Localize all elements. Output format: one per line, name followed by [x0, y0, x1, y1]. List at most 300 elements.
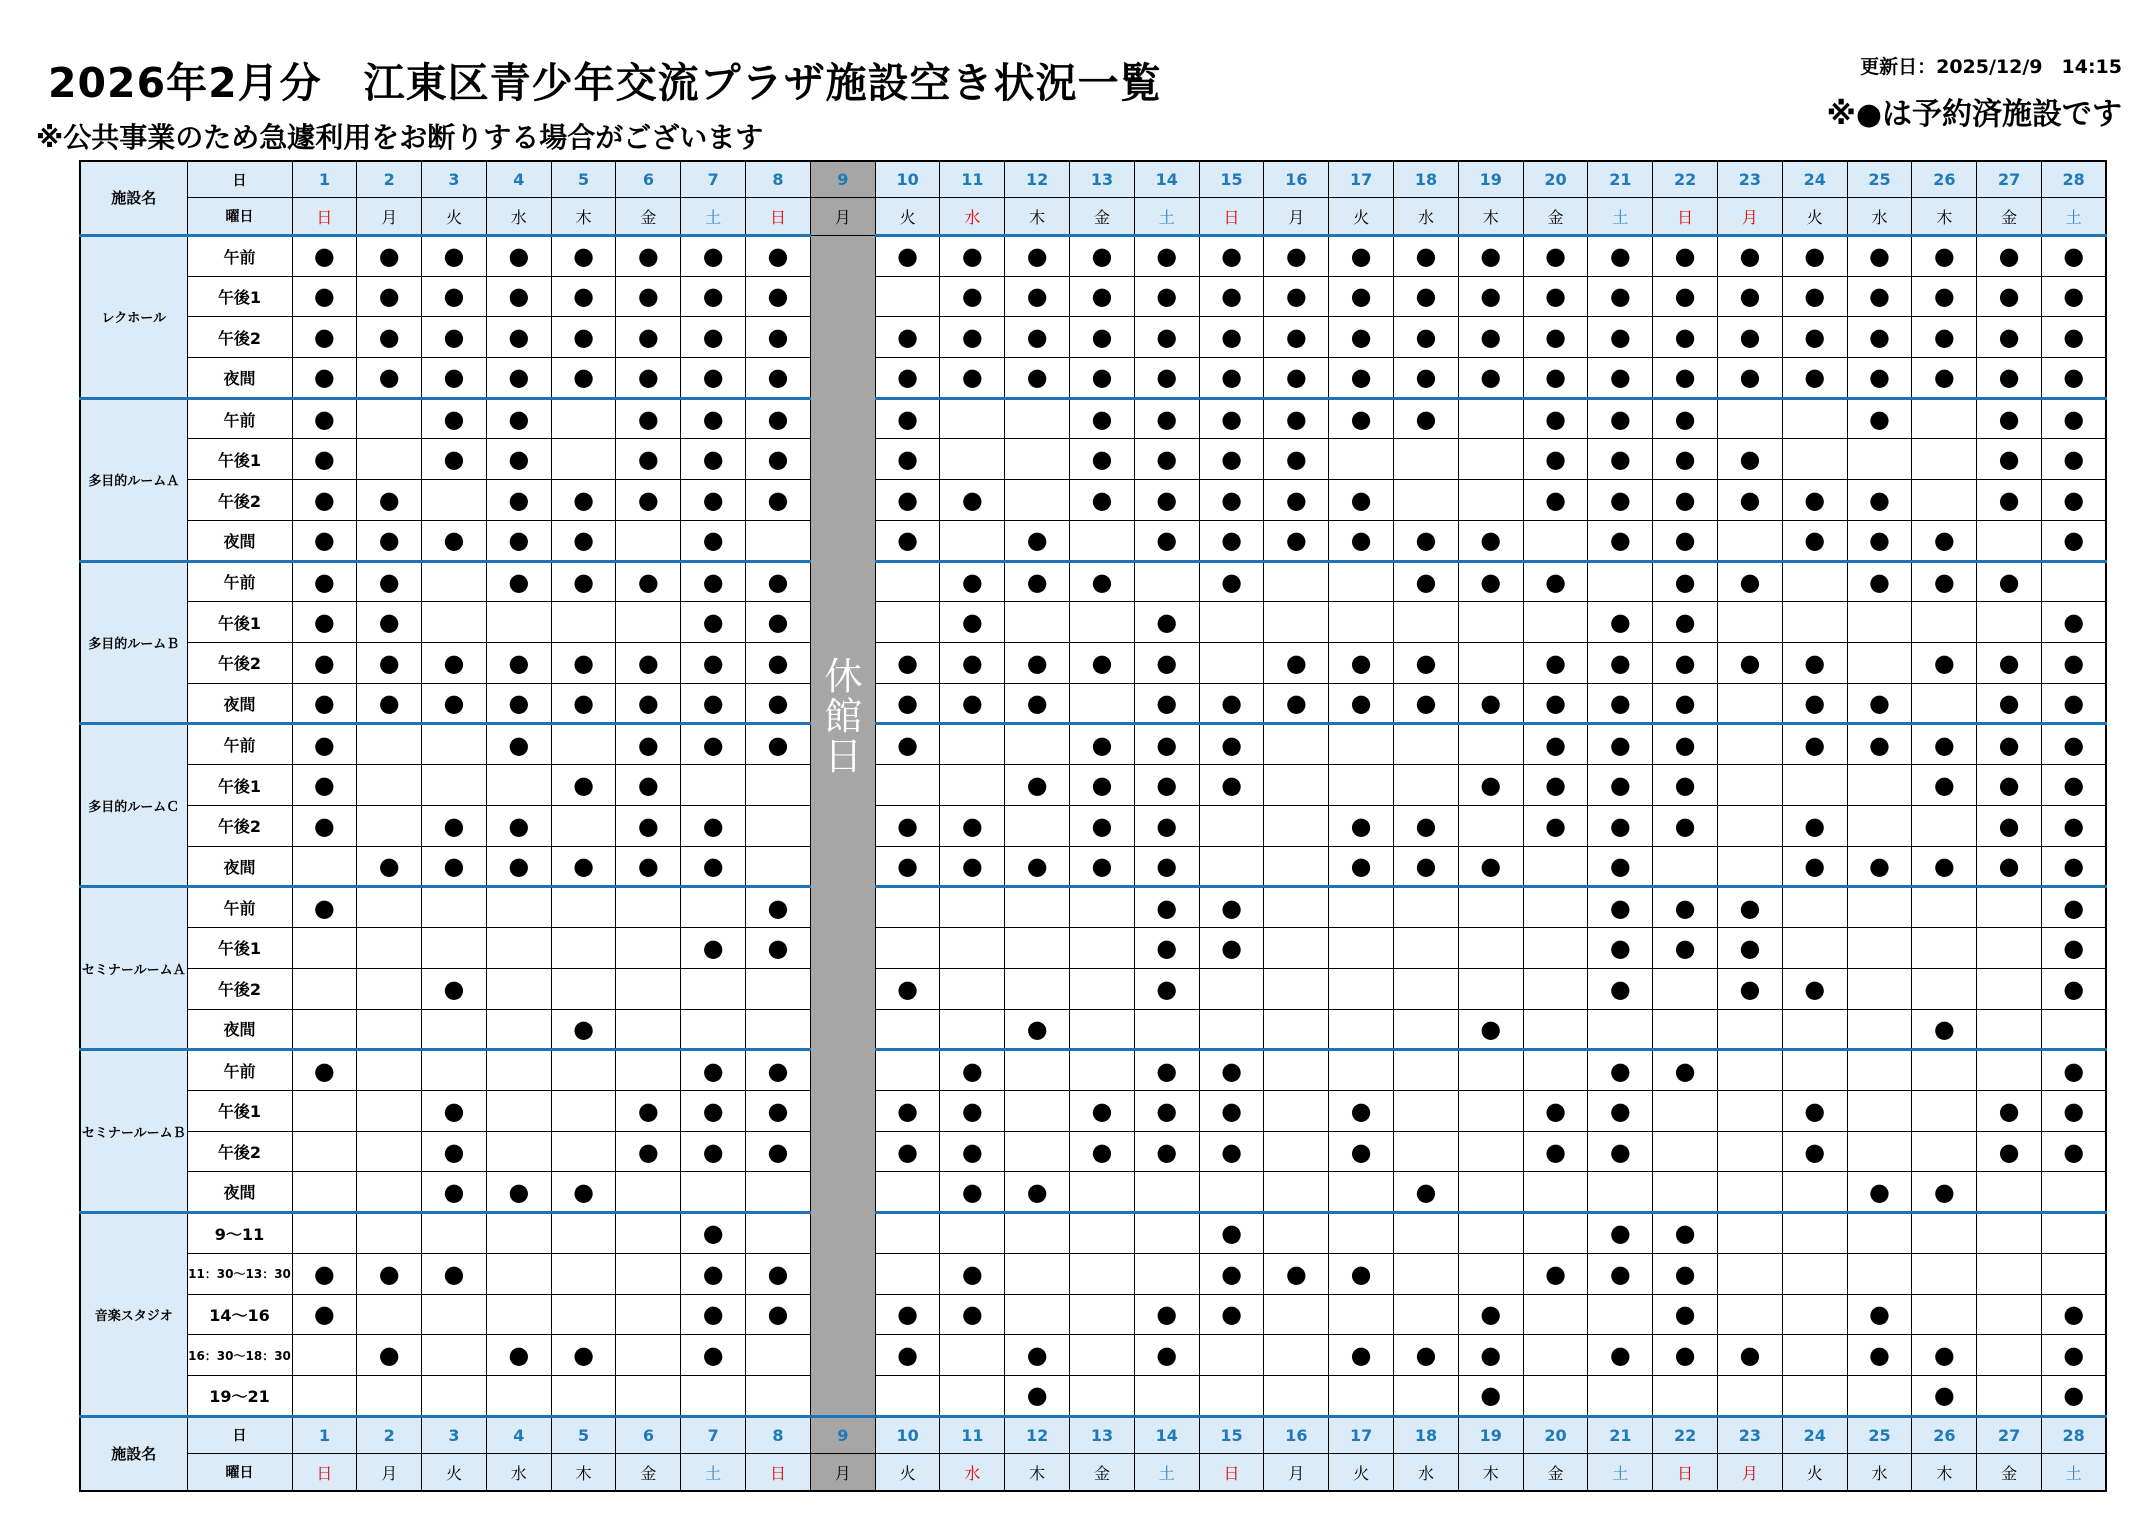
availability-cell	[1458, 928, 1523, 969]
booked-mark: ●	[1156, 974, 1178, 1003]
availability-cell	[1199, 683, 1264, 724]
availability-cell	[422, 1335, 487, 1376]
booked-mark: ●	[637, 648, 659, 677]
availability-cell	[1718, 765, 1783, 806]
booked-mark: ●	[1350, 1137, 1372, 1166]
availability-cell	[551, 1009, 616, 1050]
date-header-7: 7	[681, 1416, 746, 1454]
availability-cell	[1912, 1253, 1977, 1294]
availability-cell	[1005, 317, 1070, 358]
availability-cell	[551, 480, 616, 521]
booked-mark: ●	[1415, 1177, 1437, 1206]
availability-cell	[486, 480, 551, 521]
booked-mark: ●	[1026, 852, 1048, 880]
booked-mark: ●	[1026, 689, 1048, 718]
booked-mark: ●	[1609, 811, 1631, 840]
availability-cell	[940, 1335, 1005, 1376]
booked-mark: ●	[961, 1056, 983, 1085]
availability-cell	[1134, 1335, 1199, 1376]
booked-mark: ●	[961, 608, 983, 637]
availability-cell	[1264, 398, 1329, 439]
availability-cell	[1977, 480, 2042, 521]
weekday-header-28: 土	[2042, 198, 2107, 236]
availability-cell	[681, 520, 746, 561]
availability-cell	[1070, 928, 1135, 969]
booked-mark: ●	[1674, 242, 1696, 271]
table-row	[80, 602, 2106, 643]
availability-cell	[1782, 602, 1847, 643]
availability-cell	[551, 887, 616, 928]
booked-mark: ●	[508, 405, 530, 434]
table-row	[80, 1375, 2106, 1416]
availability-cell	[551, 602, 616, 643]
availability-cell	[1329, 398, 1394, 439]
time-slot: 14～16	[187, 1294, 292, 1335]
date-header-4: 4	[486, 161, 551, 198]
availability-cell	[1005, 765, 1070, 806]
availability-cell	[551, 1253, 616, 1294]
availability-cell	[1005, 520, 1070, 561]
availability-cell	[422, 1375, 487, 1416]
booked-mark: ●	[378, 1259, 400, 1288]
availability-cell	[875, 398, 940, 439]
booked-mark: ●	[508, 689, 530, 718]
booked-mark: ●	[1739, 282, 1761, 311]
availability-cell	[357, 1213, 422, 1254]
availability-cell	[1264, 846, 1329, 887]
availability-cell	[1134, 1253, 1199, 1294]
availability-cell	[1264, 1050, 1329, 1091]
top-date-row	[80, 161, 2106, 198]
availability-cell	[1977, 1090, 2042, 1131]
availability-cell	[746, 1009, 811, 1050]
availability-cell	[1588, 520, 1653, 561]
date-header-14: 14	[1134, 1416, 1199, 1454]
availability-cell	[486, 317, 551, 358]
booked-mark: ●	[637, 486, 659, 515]
date-header-11: 11	[940, 1416, 1005, 1454]
availability-cell	[1394, 1335, 1459, 1376]
booked-mark: ●	[2063, 486, 2085, 515]
availability-cell	[1264, 358, 1329, 399]
availability-cell	[1588, 643, 1653, 684]
availability-cell	[1005, 276, 1070, 317]
availability-cell	[616, 1050, 681, 1091]
availability-cell	[1588, 1375, 1653, 1416]
booked-mark: ●	[1350, 323, 1372, 352]
booked-mark: ●	[1933, 1381, 1955, 1410]
booked-mark: ●	[1933, 567, 1955, 596]
booked-mark: ●	[1869, 852, 1890, 880]
availability-cell	[2042, 1131, 2107, 1172]
booked-mark: ●	[1674, 567, 1696, 596]
availability-cell	[940, 1009, 1005, 1050]
date-header-1: 1	[292, 1416, 357, 1454]
booked-mark: ●	[443, 363, 465, 392]
booked-mark: ●	[2063, 1341, 2085, 1370]
availability-cell	[551, 928, 616, 969]
date-header-16: 16	[1264, 1416, 1329, 1454]
booked-mark: ●	[897, 405, 919, 434]
date-header-10: 10	[875, 161, 940, 198]
booked-mark: ●	[1739, 567, 1761, 596]
time-slot: 午後1	[187, 439, 292, 480]
availability-cell	[1782, 1131, 1847, 1172]
booked-mark: ●	[637, 363, 659, 392]
availability-cell	[1005, 1294, 1070, 1335]
availability-cell	[1199, 276, 1264, 317]
availability-cell	[2042, 480, 2107, 521]
availability-cell	[1329, 1253, 1394, 1294]
availability-cell	[940, 1213, 1005, 1254]
availability-cell	[1264, 1375, 1329, 1416]
availability-cell	[1718, 439, 1783, 480]
availability-cell	[1070, 846, 1135, 887]
availability-cell	[1653, 1090, 1718, 1131]
booked-mark: ●	[1156, 282, 1178, 311]
booked-mark: ●	[1998, 363, 2020, 392]
availability-cell	[422, 887, 487, 928]
availability-cell	[1912, 276, 1977, 317]
availability-cell	[616, 1131, 681, 1172]
availability-cell	[1653, 928, 1718, 969]
availability-cell	[1134, 1172, 1199, 1213]
weekday-header-6: 金	[616, 198, 681, 236]
availability-cell	[1199, 846, 1264, 887]
availability-cell	[1653, 235, 1718, 276]
booked-mark: ●	[1350, 648, 1372, 677]
weekday-header-23: 月	[1718, 198, 1783, 236]
table-row	[80, 561, 2106, 602]
booked-mark: ●	[1480, 282, 1502, 311]
booked-mark: ●	[378, 648, 400, 677]
availability-cell	[486, 1009, 551, 1050]
availability-cell	[681, 1172, 746, 1213]
availability-cell	[1394, 1294, 1459, 1335]
booked-mark: ●	[313, 893, 335, 922]
weekday-header-2: 月	[357, 198, 422, 236]
availability-cell	[1199, 398, 1264, 439]
availability-cell	[940, 765, 1005, 806]
availability-cell	[1005, 561, 1070, 602]
availability-cell	[1977, 317, 2042, 358]
booked-mark: ●	[1674, 689, 1696, 718]
availability-cell	[1588, 439, 1653, 480]
availability-cell	[746, 317, 811, 358]
availability-cell	[2042, 276, 2107, 317]
booked-mark: ●	[378, 282, 400, 311]
table-row	[80, 1253, 2106, 1294]
booked-mark: ●	[1609, 1219, 1631, 1248]
booked-mark: ●	[1869, 1300, 1890, 1329]
booked-mark: ●	[702, 1096, 724, 1125]
availability-cell	[1847, 928, 1912, 969]
table-row	[80, 1294, 2106, 1335]
booked-mark: ●	[2063, 526, 2085, 555]
availability-cell	[1588, 1335, 1653, 1376]
date-header-26: 26	[1912, 161, 1977, 198]
date-header-6: 6	[616, 161, 681, 198]
table-row	[80, 276, 2106, 317]
availability-cell	[486, 1253, 551, 1294]
availability-cell	[1653, 1253, 1718, 1294]
availability-cell	[1782, 1375, 1847, 1416]
availability-cell	[1847, 643, 1912, 684]
booked-mark: ●	[1026, 363, 1048, 392]
availability-cell	[422, 1294, 487, 1335]
availability-cell	[940, 968, 1005, 1009]
availability-cell	[1329, 928, 1394, 969]
booked-mark: ●	[1998, 811, 2020, 840]
availability-cell	[1847, 358, 1912, 399]
availability-cell	[551, 1294, 616, 1335]
booked-mark: ●	[637, 771, 659, 800]
availability-cell	[292, 1131, 357, 1172]
availability-cell	[2042, 968, 2107, 1009]
availability-cell	[1070, 1050, 1135, 1091]
booked-mark: ●	[443, 323, 465, 352]
availability-cell	[875, 1335, 940, 1376]
availability-cell	[1458, 398, 1523, 439]
availability-cell	[422, 928, 487, 969]
availability-cell	[1134, 1050, 1199, 1091]
availability-cell	[1653, 358, 1718, 399]
availability-cell	[1782, 846, 1847, 887]
availability-cell	[1718, 1213, 1783, 1254]
availability-cell	[940, 1294, 1005, 1335]
booked-mark: ●	[1091, 242, 1113, 271]
booked-mark: ●	[1221, 445, 1243, 474]
availability-cell	[422, 480, 487, 521]
availability-cell	[1912, 235, 1977, 276]
booked-mark: ●	[961, 1177, 983, 1206]
availability-cell	[1329, 480, 1394, 521]
availability-cell	[1588, 1131, 1653, 1172]
booked-mark: ●	[573, 526, 595, 555]
availability-cell	[1005, 602, 1070, 643]
availability-cell	[422, 1090, 487, 1131]
availability-cell	[746, 439, 811, 480]
availability-cell	[486, 765, 551, 806]
availability-cell	[292, 846, 357, 887]
date-header-27: 27	[1977, 1416, 2042, 1454]
availability-cell	[1977, 358, 2042, 399]
availability-cell	[486, 235, 551, 276]
availability-cell	[746, 1335, 811, 1376]
availability-cell	[1653, 643, 1718, 684]
availability-cell	[1070, 480, 1135, 521]
availability-cell	[1977, 887, 2042, 928]
availability-cell	[746, 643, 811, 684]
availability-cell	[292, 480, 357, 521]
availability-cell	[681, 643, 746, 684]
weekday-header-4: 水	[486, 1454, 551, 1491]
booked-mark: ●	[1545, 1096, 1567, 1125]
date-header-4: 4	[486, 1416, 551, 1454]
booked-mark: ●	[767, 567, 789, 596]
availability-cell	[1912, 805, 1977, 846]
booked-mark: ●	[313, 282, 335, 311]
availability-cell	[1134, 683, 1199, 724]
booked-mark: ●	[1545, 486, 1567, 515]
availability-cell	[1912, 358, 1977, 399]
availability-cell	[292, 1253, 357, 1294]
booked-mark: ●	[2063, 771, 2085, 800]
booked-mark: ●	[508, 282, 530, 311]
booked-mark: ●	[443, 445, 465, 474]
booked-mark: ●	[1869, 526, 1890, 555]
booked-mark: ●	[313, 1300, 335, 1329]
availability-cell	[1977, 724, 2042, 765]
booked-mark: ●	[1221, 323, 1243, 352]
availability-cell	[1458, 1253, 1523, 1294]
booked-mark: ●	[443, 1096, 465, 1125]
booked-mark: ●	[897, 811, 919, 840]
booked-mark: ●	[1933, 730, 1955, 759]
weekday-header-1: 日	[292, 198, 357, 236]
booked-mark: ●	[1933, 852, 1955, 880]
availability-cell	[422, 1009, 487, 1050]
availability-cell	[1588, 1213, 1653, 1254]
booked-mark: ●	[1480, 242, 1502, 271]
booked-mark: ●	[767, 282, 789, 311]
weekday-header-25: 水	[1847, 1454, 1912, 1491]
booked-mark: ●	[1350, 526, 1372, 555]
availability-cell	[1394, 805, 1459, 846]
booked-mark: ●	[1480, 771, 1502, 800]
availability-cell	[875, 1213, 940, 1254]
booked-mark: ●	[313, 1056, 335, 1085]
availability-cell	[616, 1375, 681, 1416]
availability-cell	[1977, 602, 2042, 643]
booked-mark: ●	[1545, 648, 1567, 677]
booked-mark: ●	[1221, 730, 1243, 759]
weekday-header-19: 木	[1458, 1454, 1523, 1491]
booked-mark: ●	[1415, 567, 1437, 596]
availability-cell	[875, 643, 940, 684]
booked-mark: ●	[1156, 893, 1178, 922]
booked-mark: ●	[702, 689, 724, 718]
availability-cell	[1264, 1090, 1329, 1131]
table-row	[80, 439, 2106, 480]
booked-mark: ●	[1545, 405, 1567, 434]
booked-mark: ●	[1415, 526, 1437, 555]
availability-cell	[1264, 1335, 1329, 1376]
booked-mark: ●	[1609, 486, 1631, 515]
facility-name: 音楽スタジオ	[80, 1213, 187, 1417]
booked-mark: ●	[1545, 1259, 1567, 1288]
availability-cell	[1782, 1090, 1847, 1131]
booked-mark: ●	[1609, 689, 1631, 718]
booked-mark: ●	[961, 1300, 983, 1329]
availability-cell	[1329, 968, 1394, 1009]
availability-cell	[681, 1294, 746, 1335]
booked-mark: ●	[1221, 242, 1243, 271]
weekday-header-5: 木	[551, 1454, 616, 1491]
availability-cell	[1199, 439, 1264, 480]
booked-mark: ●	[702, 526, 724, 555]
availability-cell	[1782, 1172, 1847, 1213]
time-slot: 午後2	[187, 805, 292, 846]
availability-cell	[1458, 1050, 1523, 1091]
booked-mark: ●	[897, 1137, 919, 1166]
weekday-header-28: 土	[2042, 1454, 2107, 1491]
availability-cell	[1199, 561, 1264, 602]
availability-cell	[746, 805, 811, 846]
facility-name: 多目的ルームＢ	[80, 561, 187, 724]
table-row	[80, 1335, 2106, 1376]
availability-cell	[875, 968, 940, 1009]
availability-cell	[1005, 968, 1070, 1009]
booked-mark: ●	[573, 363, 595, 392]
availability-cell	[1718, 1050, 1783, 1091]
availability-cell	[875, 1294, 940, 1335]
booked-mark: ●	[443, 282, 465, 311]
availability-cell	[746, 1375, 811, 1416]
availability-cell	[292, 520, 357, 561]
date-header-3: 3	[422, 1416, 487, 1454]
time-slot: 夜間	[187, 1172, 292, 1213]
weekday-header-27: 金	[1977, 198, 2042, 236]
availability-cell	[486, 1131, 551, 1172]
booked-mark: ●	[1739, 893, 1761, 922]
booked-mark: ●	[1869, 282, 1890, 311]
availability-cell	[1523, 602, 1588, 643]
availability-cell	[1588, 276, 1653, 317]
date-header-22: 22	[1653, 1416, 1718, 1454]
availability-cell	[1847, 520, 1912, 561]
availability-cell	[1458, 235, 1523, 276]
availability-cell	[940, 1090, 1005, 1131]
availability-cell	[1847, 805, 1912, 846]
table-row	[80, 846, 2106, 887]
booked-mark: ●	[897, 323, 919, 352]
booked-mark: ●	[702, 486, 724, 515]
availability-cell	[1782, 724, 1847, 765]
availability-cell	[357, 1294, 422, 1335]
availability-cell	[422, 846, 487, 887]
availability-cell	[1523, 846, 1588, 887]
availability-cell	[1199, 1090, 1264, 1131]
booked-mark: ●	[378, 323, 400, 352]
booked-mark: ●	[1674, 486, 1696, 515]
booked-mark: ●	[1739, 974, 1761, 1003]
availability-cell	[746, 520, 811, 561]
availability-cell	[1847, 1050, 1912, 1091]
availability-cell	[422, 235, 487, 276]
booked-mark: ●	[1804, 526, 1826, 555]
availability-cell	[2042, 520, 2107, 561]
availability-cell	[486, 724, 551, 765]
booked-mark: ●	[961, 363, 983, 392]
booked-mark: ●	[1674, 1219, 1696, 1248]
availability-cell	[681, 683, 746, 724]
availability-cell	[1782, 683, 1847, 724]
booked-mark: ●	[1545, 730, 1567, 759]
availability-cell	[292, 317, 357, 358]
availability-cell	[551, 968, 616, 1009]
availability-cell	[1588, 561, 1653, 602]
booked-mark: ●	[1609, 445, 1631, 474]
booked-mark: ●	[767, 323, 789, 352]
availability-cell	[746, 276, 811, 317]
weekday-header-8: 日	[746, 1454, 811, 1491]
availability-cell	[486, 439, 551, 480]
availability-cell	[1912, 317, 1977, 358]
availability-cell	[875, 683, 940, 724]
date-header-13: 13	[1070, 1416, 1135, 1454]
availability-cell	[1523, 928, 1588, 969]
